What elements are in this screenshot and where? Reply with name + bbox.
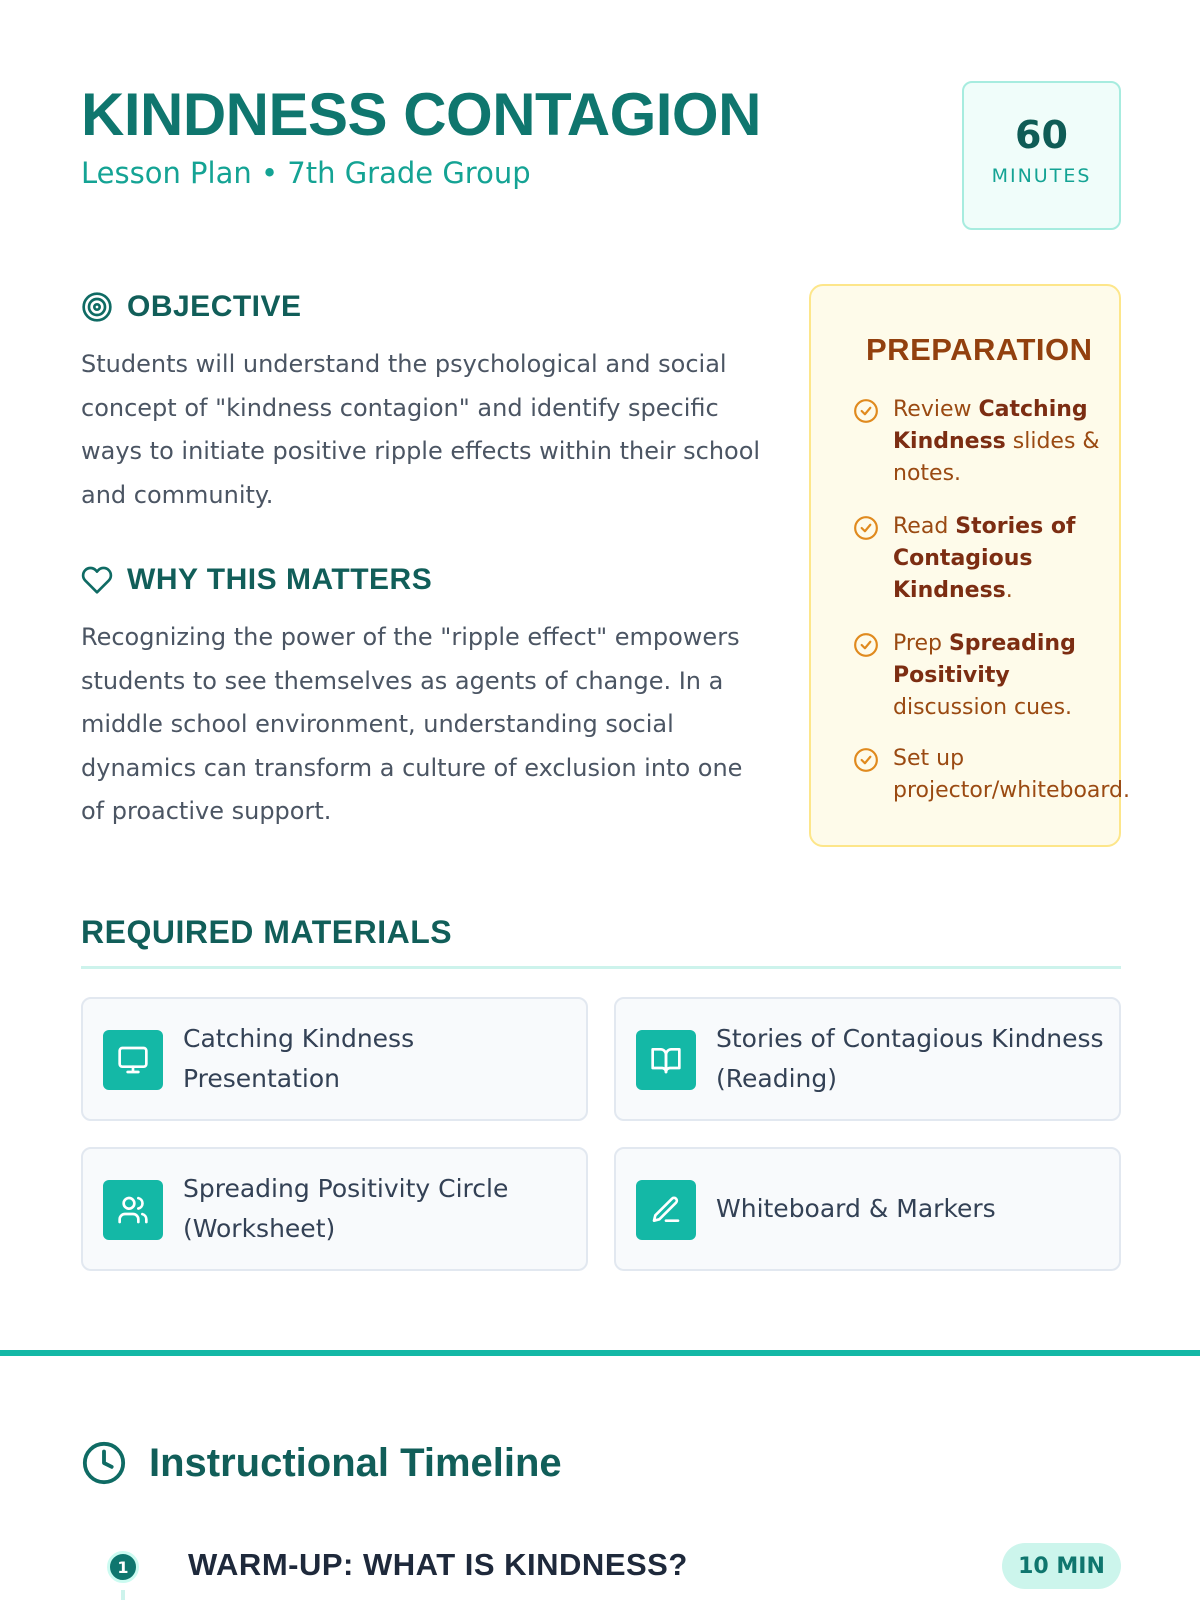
timeline-line: [121, 1590, 125, 1600]
users-icon: [103, 1180, 163, 1240]
monitor-icon: [103, 1030, 163, 1090]
duration-unit: MINUTES: [991, 165, 1092, 187]
lesson-header: [81, 80, 1121, 230]
target-icon: [81, 291, 113, 323]
timeline-step-title: WARM-UP: WHAT IS KINDNESS?: [188, 1547, 688, 1582]
timeline-step-duration: 10 MIN: [1002, 1543, 1121, 1589]
lesson-subtitle: Lesson Plan • 7th Grade Group: [81, 156, 531, 190]
why-heading: [81, 563, 432, 597]
preparation-card: [809, 284, 1131, 847]
material-card: [614, 997, 1121, 1121]
prep-item: Set up projector/whiteboard.: [853, 743, 1115, 807]
timeline-heading: [81, 1440, 562, 1486]
prep-item: Prep Spreading Positivity discussion cues.: [853, 628, 1115, 724]
prep-item: Review Catching Kindness slides & notes.: [853, 394, 1115, 490]
prep-item: Read Stories of Contagious Kindness.: [853, 511, 1115, 607]
material-card: [81, 1147, 588, 1271]
objective-text: Students will understand the psychological and social concept of "kindness contagion" and identify specific ways to initiate positive ripple effects within their school and community.: [81, 350, 761, 509]
lesson-title: KINDNESS CONTAGION: [81, 81, 761, 148]
material-label: Spreading Positivity Circle (Worksheet): [183, 1174, 509, 1243]
why-text: Recognizing the power of the "ripple effect" empowers students to see themselves as agents of change. In a middle school environment, understanding social dynamics can transform a culture of exclusion into one of proactive support.: [81, 623, 743, 825]
materials-heading: REQUIRED MATERIALS: [81, 914, 453, 950]
duration-value: 60: [1015, 113, 1068, 157]
why-heading-label: WHY THIS MATTERS: [127, 563, 433, 596]
check-circle-icon: [853, 632, 879, 658]
materials-divider: [81, 966, 1121, 969]
section-divider: [0, 1350, 1200, 1356]
book-open-icon: [636, 1030, 696, 1090]
check-circle-icon: [853, 515, 879, 541]
objective-heading: [81, 290, 302, 324]
clock-icon: [81, 1440, 127, 1486]
timeline-heading-label: Instructional Timeline: [149, 1440, 562, 1485]
material-label: Stories of Contagious Kindness (Reading): [716, 1024, 1104, 1093]
material-card: [614, 1147, 1121, 1271]
objective-heading-label: OBJECTIVE: [127, 290, 302, 323]
heart-icon: [81, 564, 113, 596]
check-circle-icon: [853, 747, 879, 773]
timeline-step-number: 1: [107, 1551, 139, 1583]
check-circle-icon: [853, 398, 879, 424]
material-label: Catching Kindness Presentation: [183, 1024, 415, 1093]
preparation-heading: PREPARATION: [866, 332, 1093, 367]
duration-badge: [962, 81, 1121, 230]
material-card: [81, 997, 588, 1121]
material-label: Whiteboard & Markers: [716, 1194, 996, 1223]
pen-icon: [636, 1180, 696, 1240]
